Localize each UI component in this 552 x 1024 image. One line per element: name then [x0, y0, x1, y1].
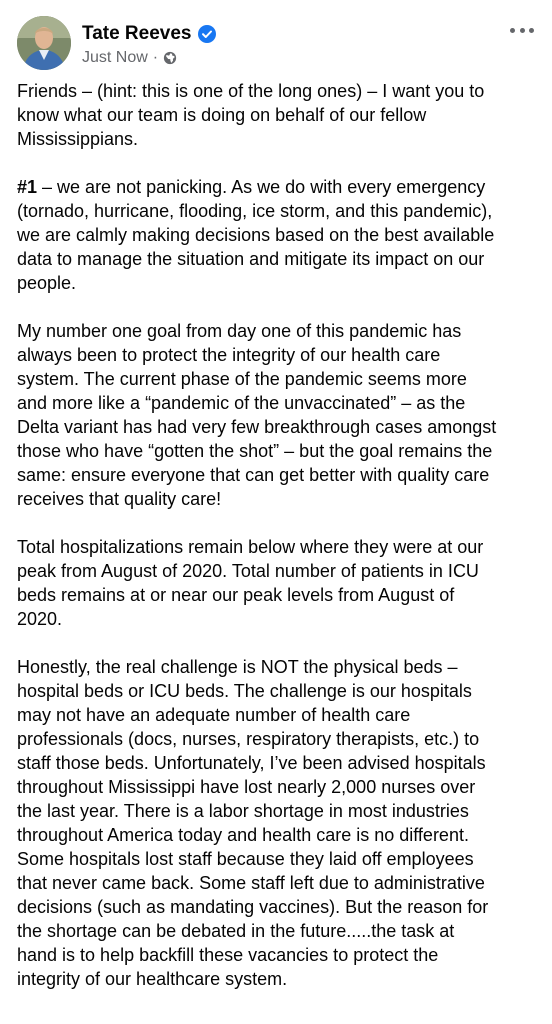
paragraph-text: – we are not panicking. As we do with every emergency (tornado, hurricane, flooding, ice storm, and this pandemic), we are calmly making decisions based on the best available data to manage the situation and mitigate its impact on our people. — [17, 177, 495, 293]
post-paragraph: My number one goal from day one of this pandemic has always been to protect the integrity of our health care system. The current phase of the pandemic seems more and more like a “pandemic of the unvaccinated” – as the Delta variant has had very few breakthrough cases amongst those who have “gotten the shot” – but the goal remains the same: ensure everyone that can get better with quality care receives that quality care! — [17, 321, 497, 509]
more-options-icon-dot — [510, 28, 515, 33]
post-paragraph: Total hospitalizations remain below where they were at our peak from August of 2020. Total number of patients in ICU beds remains at or near our peak levels from August of 2020. — [17, 537, 484, 629]
author-name-text[interactable]: Tate Reeves — [82, 23, 192, 44]
meta-separator: · — [152, 49, 159, 66]
post-paragraph: Friends – (hint: this is one of the long ones) – I want you to know what our team is doing on behalf of our fellow Mississippians. — [17, 81, 485, 149]
globe-icon[interactable] — [163, 51, 177, 65]
avatar-image — [17, 16, 71, 70]
verified-badge-icon — [198, 25, 216, 43]
more-options-icon-dot — [520, 28, 525, 33]
post-header — [0, 0, 552, 76]
more-options-button[interactable] — [510, 22, 534, 38]
paragraph-lead: #1 — [17, 177, 38, 197]
post-body — [17, 79, 539, 1015]
post-paragraph: Honestly, the real challenge is NOT the physical beds – hospital beds or ICU beds. The challenge is our hospitals may not have an adequate number of health care professionals (docs, nurses, respiratory therapists, etc.) to staff those beds. Unfortunately, I’ve been advised hospitals throughout Mississippi have lost nearly 2,000 nurses over the last year. There is a labor shortage in most industries throughout America today and health care is no different. Some hospitals lost staff because they laid off employees that never came back. Some staff left due to administrative decisions (such as mandating vaccines). But the reason for the shortage can be debated in the future.....the task at hand is to help backfill these vacancies to protect the integrity of our healthcare system. — [17, 657, 489, 989]
post-timestamp[interactable]: Just Now — [82, 49, 148, 66]
author-name[interactable] — [82, 22, 216, 46]
more-options-icon-dot — [529, 28, 534, 33]
post-paragraph — [17, 175, 539, 295]
post-meta — [82, 48, 177, 68]
avatar[interactable] — [17, 16, 71, 70]
